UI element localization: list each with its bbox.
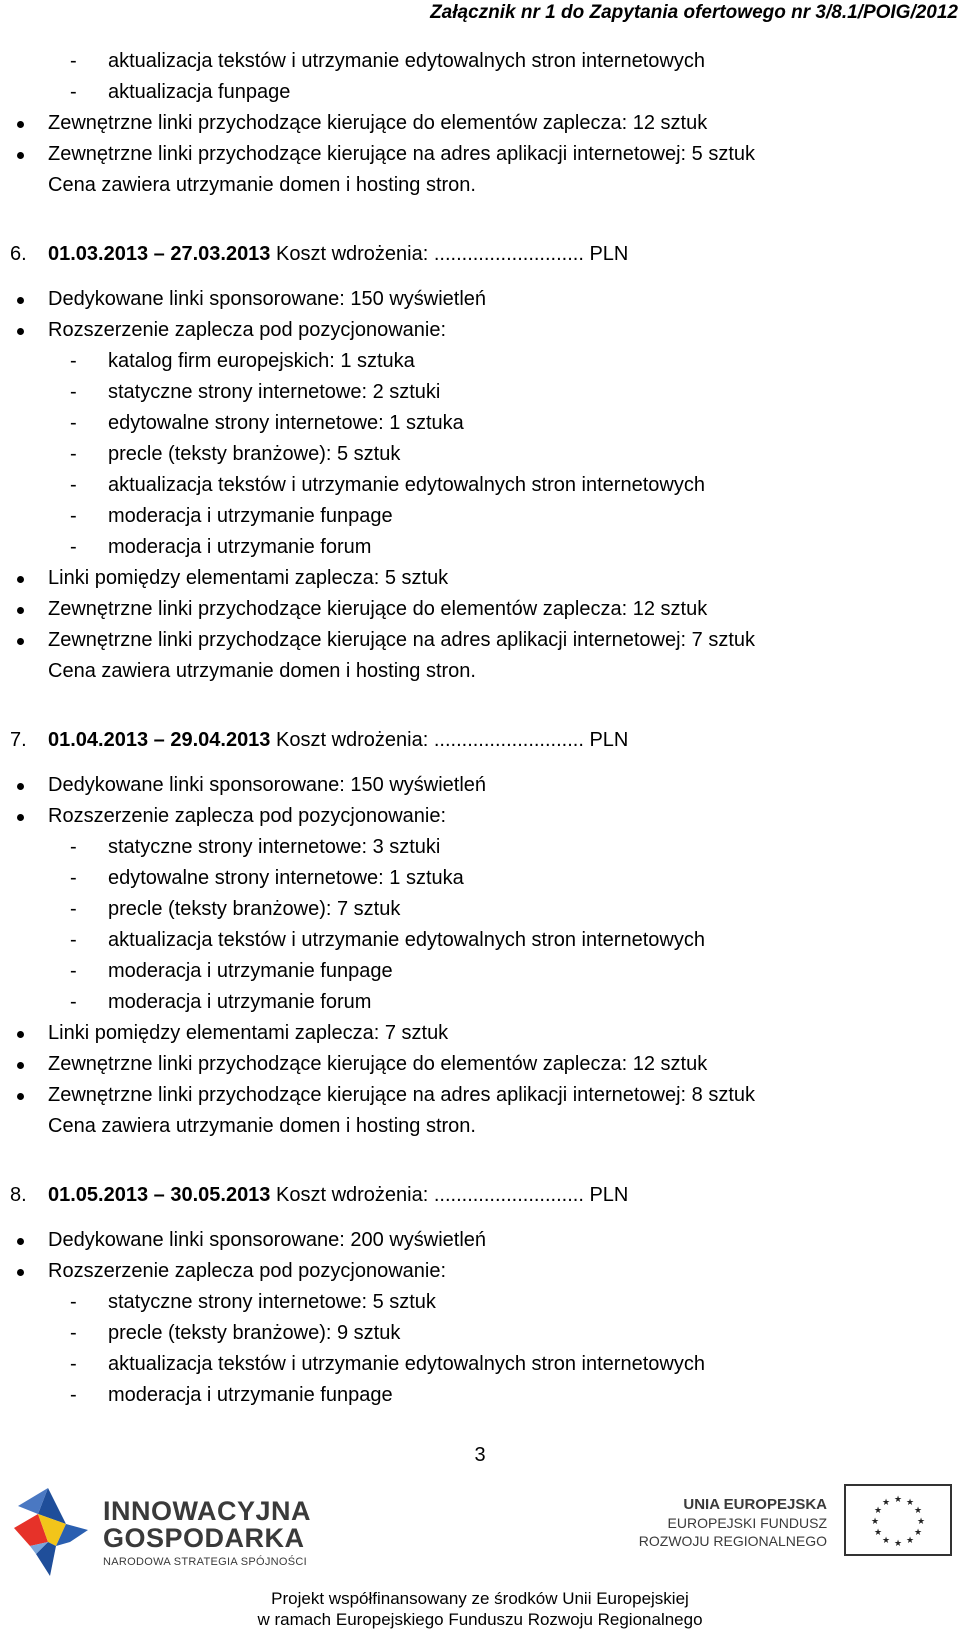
list-item: - precle (teksty branżowe): 5 sztuk [70, 443, 401, 465]
list-item: - moderacja i utrzymanie forum [70, 991, 372, 1013]
svg-text:★: ★ [905, 1498, 915, 1508]
section-heading: 8. 01.05.2013 – 30.05.2013 Koszt wdrożenia: ........................... PLN [10, 1184, 629, 1206]
list-item: - aktualizacja tekstów i utrzymanie edytowalnych stron internetowych [70, 474, 705, 496]
price-note: Cena zawiera utrzymanie domen i hosting stron. [48, 1115, 476, 1137]
footer-line: w ramach Europejskiego Funduszu Rozwoju Regionalnego [257, 1610, 703, 1629]
list-item: Zewnętrzne linki przychodzące kierujące do elementów zaplecza: 12 sztuk [0, 594, 960, 625]
list-item: - katalog firm europejskich: 1 sztuka [70, 350, 415, 372]
price-note: Cena zawiera utrzymanie domen i hosting stron. [48, 174, 476, 196]
star-emblem-icon [8, 1484, 98, 1580]
svg-text:★: ★ [873, 1528, 883, 1538]
list-item: - moderacja i utrzymanie funpage [70, 505, 393, 527]
list-item: Rozszerzenie zaplecza pod pozycjonowanie: [0, 315, 960, 346]
list-item: - aktualizacja funpage [70, 81, 291, 103]
list-item: Zewnętrzne linki przychodzące kierujące na adres aplikacji internetowej: 8 sztuk [0, 1080, 960, 1111]
logo-text: ROZWOJU REGIONALNEGO [638, 1533, 827, 1549]
svg-text:★: ★ [881, 1536, 891, 1546]
document-header: Załącznik nr 1 do Zapytania ofertowego nr 3/8.1/POIG/2012 [430, 2, 958, 23]
list-item: Zewnętrzne linki przychodzące kierujące na adres aplikacji internetowej: 7 sztuk [0, 625, 960, 656]
footer [0, 1588, 960, 1630]
svg-text:★: ★ [916, 1517, 926, 1527]
list-item: Zewnętrzne linki przychodzące kierujące do elementów zaplecza: 12 sztuk [0, 1049, 960, 1080]
list-item: Rozszerzenie zaplecza pod pozycjonowanie: [0, 801, 960, 832]
section-heading: 7. 01.04.2013 – 29.04.2013 Koszt wdrożenia: ........................... PLN [10, 729, 629, 751]
svg-text:★: ★ [873, 1506, 883, 1516]
svg-text:★: ★ [893, 1495, 903, 1505]
list-item: - aktualizacja tekstów i utrzymanie edytowalnych stron internetowych [70, 1353, 705, 1375]
list-item: - precle (teksty branżowe): 9 sztuk [70, 1322, 401, 1344]
logo-text: INNOWACYJNA [103, 1496, 312, 1526]
logo-text: UNIA EUROPEJSKA [683, 1496, 827, 1513]
list-item: - edytowalne strony internetowe: 1 sztuka [70, 412, 464, 434]
list-item: - statyczne strony internetowe: 2 sztuki [70, 381, 441, 403]
list-item: Dedykowane linki sponsorowane: 150 wyświetleń [0, 770, 960, 801]
svg-text:★: ★ [893, 1539, 903, 1549]
list-item: - aktualizacja tekstów i utrzymanie edytowalnych stron internetowych [70, 50, 705, 72]
list-item: Zewnętrzne linki przychodzące kierujące do elementów zaplecza: 12 sztuk [0, 108, 960, 139]
list-item: Dedykowane linki sponsorowane: 200 wyświetleń [0, 1225, 960, 1256]
list-item: - precle (teksty branżowe): 7 sztuk [70, 898, 401, 920]
list-item: - edytowalne strony internetowe: 1 sztuka [70, 867, 464, 889]
eu-logo [640, 1484, 955, 1574]
price-note: Cena zawiera utrzymanie domen i hosting stron. [48, 660, 476, 682]
page-number: 3 [474, 1444, 486, 1466]
svg-text:★: ★ [905, 1536, 915, 1546]
logo-subtitle: NARODOWA STRATEGIA SPÓJNOŚCI [103, 1556, 307, 1568]
list-item: - statyczne strony internetowe: 5 sztuk [70, 1291, 436, 1313]
list-item: Rozszerzenie zaplecza pod pozycjonowanie: [0, 1256, 960, 1287]
list-item: Linki pomiędzy elementami zaplecza: 5 sztuk [0, 563, 960, 594]
list-item: Dedykowane linki sponsorowane: 150 wyświetleń [0, 284, 960, 315]
list-item: - moderacja i utrzymanie funpage [70, 1384, 393, 1406]
svg-text:★: ★ [870, 1517, 880, 1527]
svg-text:★: ★ [913, 1506, 923, 1516]
logo-text: EUROPEJSKI FUNDUSZ [667, 1515, 827, 1531]
list-item: Linki pomiędzy elementami zaplecza: 7 sztuk [0, 1018, 960, 1049]
document-body [0, 46, 960, 1411]
svg-text:★: ★ [913, 1528, 923, 1538]
list-item: - aktualizacja tekstów i utrzymanie edytowalnych stron internetowych [70, 929, 705, 951]
eu-flag-icon [844, 1484, 952, 1556]
section-heading: 6. 01.03.2013 – 27.03.2013 Koszt wdrożenia: ........................... PLN [10, 243, 629, 265]
footer-line: Projekt współfinansowany ze środków Unii Europejskiej [271, 1589, 689, 1608]
innowacyjna-gospodarka-logo [8, 1484, 318, 1580]
list-item: - moderacja i utrzymanie forum [70, 536, 372, 558]
logo-text: GOSPODARKA [103, 1523, 305, 1553]
list-item: Zewnętrzne linki przychodzące kierujące na adres aplikacji internetowej: 5 sztuk [0, 139, 960, 170]
list-item: - statyczne strony internetowe: 3 sztuki [70, 836, 441, 858]
svg-text:★: ★ [881, 1498, 891, 1508]
list-item: - moderacja i utrzymanie funpage [70, 960, 393, 982]
